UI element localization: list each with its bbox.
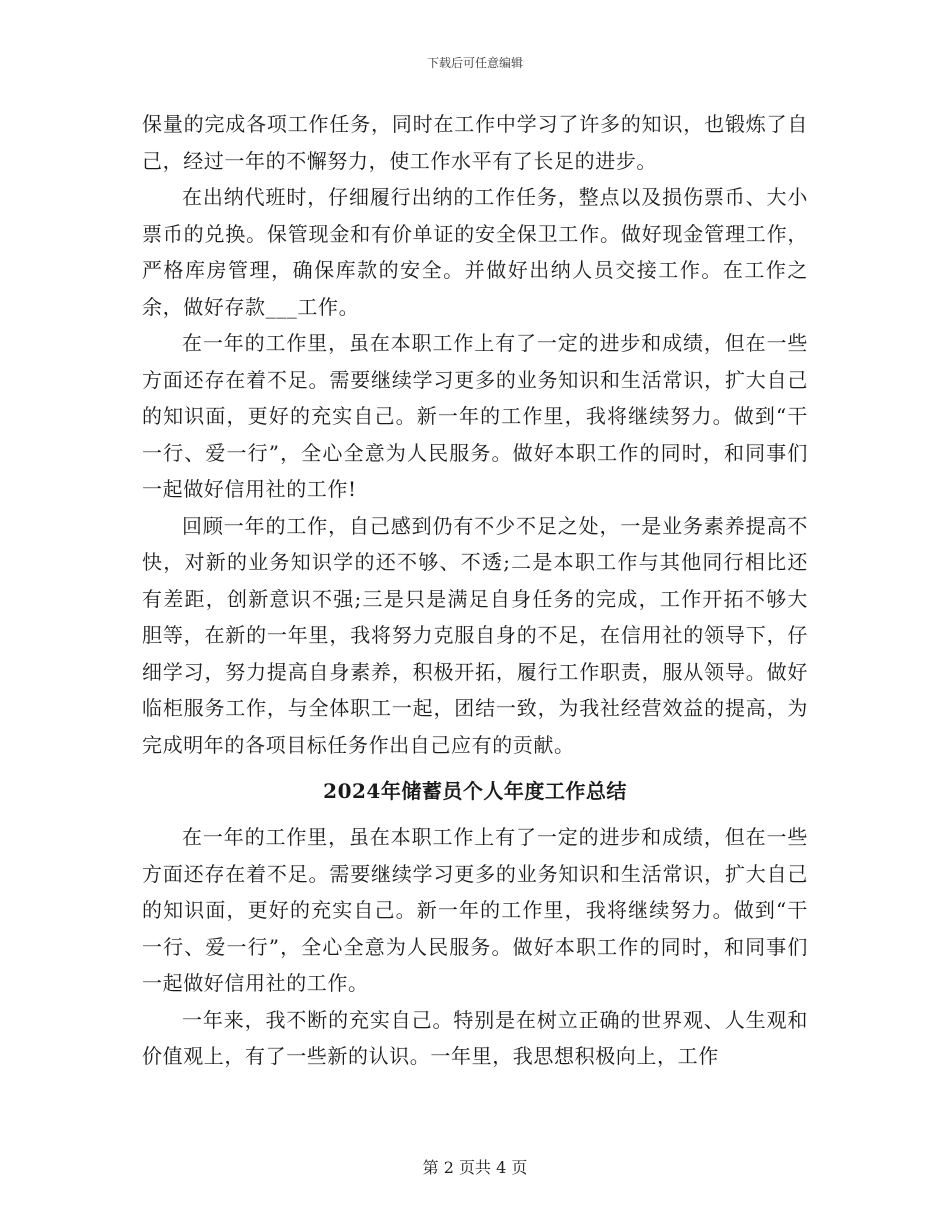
page-footer: 第 2 页共 4 页 <box>422 1158 528 1177</box>
paragraph: 回顾一年的工作，自己感到仍有不少不足之处，一是业务素养提高不快，对新的业务知识学的还不够、不透;二是本职工作与其他同行相比还有差距，创新意识不强;三是只是满足自身任务的完成，工作开拓不够大胆等，在新的一年里，我将努力克服自身的不足，在信用社的领导下，仔细学习，努力提高自身素养，积极开拓，履行工作职责，服从领导。做好临柜服务工作，与全体职工一起，团结一致，为我社经营效益的提高，为完成明年的各项目标任务作出自己应有的贡献。 <box>142 513 808 757</box>
paragraph: 在出纳代班时，仔细履行出纳的工作任务，整点以及损伤票币、大小票币的兑换。保管现金和有价单证的安全保卫工作。做好现金管理工作，严格库房管理，确保库款的安全。并做好出纳人员交接工作。在工作之余，做好存款___工作。 <box>142 185 808 319</box>
paragraph: 一年来，我不断的充实自己。特别是在树立正确的世界观、人生观和价值观上，有了一些新的认识。一年里，我思想积极向上，工作 <box>142 1007 808 1068</box>
paragraph-continuation: 保量的完成各项工作任务，同时在工作中学习了许多的知识，也锻炼了自己，经过一年的不懈努力，使工作水平有了长足的进步。 <box>142 112 808 173</box>
document-body <box>142 106 808 1075</box>
paragraph: 在一年的工作里，虽在本职工作上有了一定的进步和成绩，但在一些方面还存在着不足。需要继续学习更多的业务知识和生活常识，扩大自己的知识面，更好的充实自己。新一年的工作里，我将继续努力。做到“干一行、爱一行”，全心全意为人民服务。做好本职工作的同时，和同事们一起做好信用社的工作! <box>142 331 808 501</box>
section-title: 2024年储蓄员个人年度工作总结 <box>323 779 627 803</box>
paragraph: 在一年的工作里，虽在本职工作上有了一定的进步和成绩，但在一些方面还存在着不足。需要继续学习更多的业务知识和生活常识，扩大自己的知识面，更好的充实自己。新一年的工作里，我将继续努力。做到“干一行、爱一行”，全心全意为人民服务。做好本职工作的同时，和同事们一起做好信用社的工作。 <box>142 825 808 995</box>
page-header: 下载后可任意编辑 <box>426 56 523 70</box>
